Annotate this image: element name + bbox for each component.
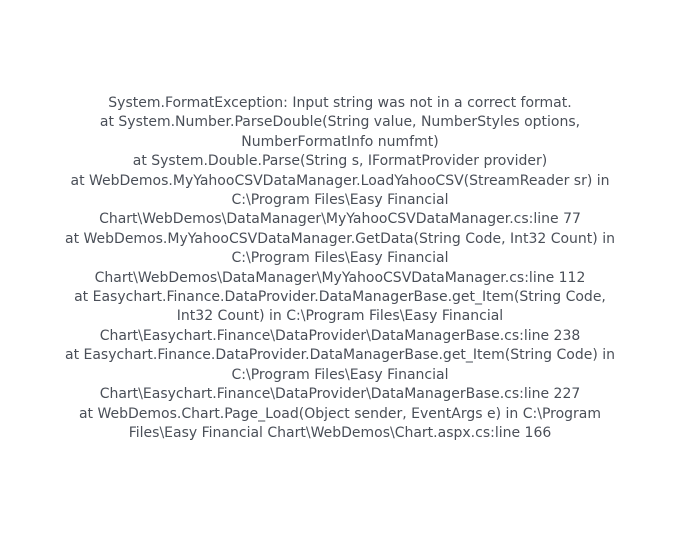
- stack-trace-line: NumberFormatInfo numfmt): [241, 133, 439, 150]
- stack-trace-line: Chart\Easychart.Finance\DataProvider\DataManagerBase.cs:line 238: [99, 327, 581, 344]
- stack-trace-line: Chart\WebDemos\DataManager\MyYahooCSVDataManager.cs:line 112: [94, 269, 586, 286]
- stack-trace-line: at WebDemos.Chart.Page_Load(Object sender, EventArgs e) in C:\Program: [78, 405, 602, 422]
- stack-trace-line: Files\Easy Financial Chart\WebDemos\Chart.aspx.cs:line 166: [128, 424, 552, 441]
- stack-trace-line: Chart\Easychart.Finance\DataProvider\DataManagerBase.cs:line 227: [99, 386, 581, 403]
- stack-trace-line: C:\Program Files\Easy Financial: [231, 250, 449, 267]
- stack-trace-line: at WebDemos.MyYahooCSVDataManager.LoadYahooCSV(StreamReader sr) in: [70, 172, 610, 189]
- stack-trace-line: C:\Program Files\Easy Financial: [231, 366, 449, 383]
- stack-trace-line: at Easychart.Finance.DataProvider.DataManagerBase.get_Item(String Code,: [74, 289, 606, 306]
- exception-stack-trace: [12, 94, 668, 443]
- stack-trace-line: Chart\WebDemos\DataManager\MyYahooCSVDataManager.cs:line 77: [99, 211, 581, 228]
- stack-trace-line: at System.Double.Parse(String s, IFormatProvider provider): [132, 153, 548, 170]
- stack-trace-line: at WebDemos.MyYahooCSVDataManager.GetData(String Code, Int32 Count) in: [65, 230, 615, 247]
- exception-message: System.FormatException: Input string was not in a correct format.: [108, 95, 572, 111]
- stack-trace-line: at System.Number.ParseDouble(String value, NumberStyles options,: [99, 114, 581, 131]
- stack-trace-line: Int32 Count) in C:\Program Files\Easy Financial: [176, 308, 504, 325]
- stack-trace-line: C:\Program Files\Easy Financial: [231, 192, 449, 209]
- stack-trace-line: at Easychart.Finance.DataProvider.DataManagerBase.get_Item(String Code) in: [64, 347, 615, 364]
